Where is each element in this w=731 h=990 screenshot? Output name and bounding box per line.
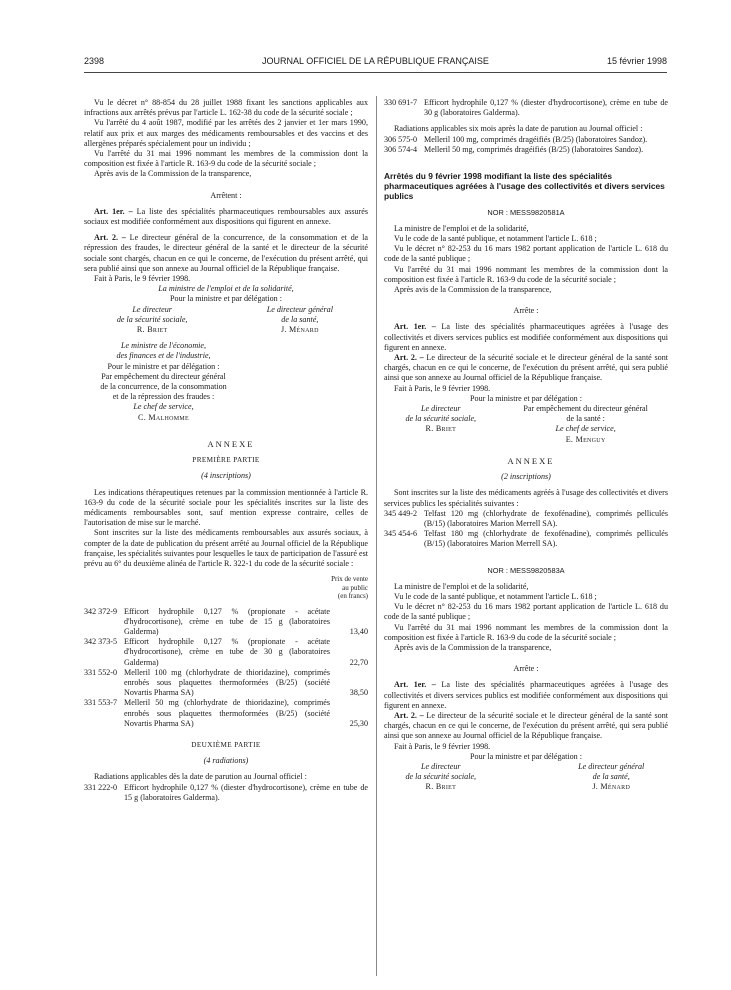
- article-text: Le directeur de la sécurité sociale et le directeur général de la santé sont chargés, chacun en ce qui le concerne, de l'exécution du présent arrêté, qui sera publié ainsi que son annexe au Journal officiel de la République française.: [384, 353, 668, 383]
- inscriptions-count: (4 inscriptions): [201, 471, 251, 481]
- signatory-title: de la santé,: [281, 314, 319, 324]
- article-1: [84, 207, 368, 227]
- indications-paragraph: Les indications thérapeutiques retenues par la commission mentionnée à l'article R. 163-9 du code de la sécurité sociale pour les spécialités inscrites sur la liste des médicaments remboursables sont, sauf mention expresse contraire, celles de l'autorisation de mise sur le marché.: [84, 487, 368, 528]
- cip-code: 331 222-0: [84, 782, 118, 792]
- medication-text: Efficort hydrophile 0,127 % (propionate - acétate d'hydrocortisone), crème en tube de 15 g (laboratoires Galderma): [124, 606, 330, 637]
- visa-paragraph: Après avis de la Commission de la transparence,: [394, 285, 552, 295]
- radiation-entry: [84, 783, 368, 803]
- par-delegation: Pour le ministre et par délégation :: [107, 361, 220, 371]
- signatory-title: Le directeur général: [578, 761, 645, 771]
- article-label: Art. 1er. –: [394, 680, 436, 690]
- nor-reference: NOR : MESS9820581A: [487, 207, 565, 217]
- cip-code: 331 552-0: [84, 667, 118, 677]
- inscription-paragraph: Sont inscrites sur la liste des médicaments remboursables aux assurés sociaux, à compter de la date de publication du présent arrêté au Journal officiel de la République française, les spécialités suivantes pour lesquelles le taux de participation de l'assuré est prévu au 6° du deuxième alinéa de l'article R. 322-1 du code de la sécurité sociale :: [84, 528, 368, 568]
- signature-block: [384, 404, 668, 445]
- signatory-title: de la sécurité sociale,: [116, 314, 188, 324]
- signature-block-eco: [84, 341, 243, 423]
- ministre-title: La ministre de l'emploi et de la solidarité,: [158, 284, 294, 294]
- article-2: [384, 711, 668, 742]
- signatory-title: Le directeur: [421, 404, 461, 414]
- visa-paragraph: Vu le décret n° 82-253 du 16 mars 1982 portant application de l'article L. 618 du code de la santé publique ;: [384, 244, 668, 264]
- radiation-text: Melleril 100 mg, comprimés dragéifiés (B/25) (laboratoires Sandoz).: [424, 134, 648, 144]
- medication-entry: [84, 668, 368, 699]
- visa-paragraph: Vu le décret n° 88-854 du 28 juillet 1988 fixant les sanctions applicables aux infractions aux arrêtés prévus par l'article L. 162-38 du code de la sécurité sociale ;: [84, 98, 368, 118]
- medication-entry: [84, 698, 368, 729]
- page-number: 2398: [84, 56, 105, 66]
- signatory-name: R. Briet: [136, 325, 168, 335]
- signatory-title: Le chef de service,: [555, 424, 616, 434]
- signatory-name: J. Ménard: [592, 782, 631, 792]
- fait-a-paris: Fait à Paris, le 9 février 1998.: [394, 741, 491, 751]
- medication-text: Melleril 50 mg (chlorhydrate de thioridazine), comprimés enrobés sous plaquettes thermoformées (B/25) (société Novartis Pharma SA): [124, 698, 330, 728]
- visa-paragraph: Vu le décret n° 82-253 du 16 mars 1982 portant application de l'article L. 618 du code de la santé publique ;: [384, 602, 668, 622]
- column-divider: [376, 96, 377, 976]
- article-text: La liste des spécialités pharmaceutiques remboursables aux assurés sociaux est modifiée conformément aux dispositions qui figurent en annexe.: [84, 206, 368, 227]
- fait-a-paris: Fait à Paris, le 9 février 1998.: [394, 383, 491, 393]
- signature-block: [384, 762, 668, 793]
- page-header: [84, 56, 667, 70]
- arrete-heading: Arrête :: [513, 306, 539, 316]
- signatory-name: R. Briet: [425, 424, 457, 434]
- header-rule: [84, 72, 667, 73]
- cip-code: 342 373-5: [84, 637, 118, 647]
- signatory-title: Le directeur: [132, 304, 172, 314]
- visa-paragraph: Vu le code de la santé publique, et notamment l'article L. 618 ;: [394, 591, 597, 601]
- radiation-text: Efficort hydrophile 0,127 % (diester d'hydrocortisone), crème en tube de 30 g (laboratoires Galderma).: [424, 98, 668, 118]
- signatory-title: des finances et de l'industrie,: [116, 351, 211, 361]
- signatory-title: Le directeur: [421, 761, 461, 771]
- visa-paragraph: Après avis de la Commission de la transparence,: [94, 169, 252, 179]
- journal-title: JOURNAL OFFICIEL DE LA RÉPUBLIQUE FRANÇAISE: [262, 56, 489, 66]
- price-header-line: Prix de vente: [331, 575, 368, 584]
- article-label: Art. 2. –: [394, 710, 424, 720]
- medication-text: Telfast 120 mg (chlorhydrate de fexofénadine), comprimés pelliculés (B/15) (laboratoires Marion Merrell SA).: [424, 508, 668, 528]
- article-label: Art. 1er. –: [94, 206, 133, 216]
- annexe-heading: ANNEXE: [207, 438, 255, 449]
- visa-paragraph: Vu l'arrêté du 31 mai 1996 nommant les membres de la commission dont la composition est fixée à l'article R. 163-9 du code de la sécurité sociale ;: [84, 149, 368, 169]
- cip-code: 331 553-7: [84, 698, 118, 708]
- signatory-name: C. Malhomme: [138, 412, 189, 422]
- cip-code: 345 454-6: [384, 529, 418, 539]
- signatory-name: J. Ménard: [280, 325, 319, 335]
- visa-paragraph: Après avis de la Commission de la transparence,: [394, 642, 552, 652]
- visa-paragraph: La ministre de l'emploi et de la solidarité,: [394, 223, 529, 233]
- article-text: Le directeur général de la concurrence, de la consommation et de la répression des fraudes, le directeur général de la santé et le directeur de la sécurité sociale sont chargés, chacun en ce qui le concerne, de l'exécution du présent arrêté, qui sera publié ainsi que son annexe au Journal officiel de la République française.: [84, 233, 368, 273]
- signatory-name: E. Menguy: [565, 434, 606, 444]
- medication-price: 38,50: [349, 688, 368, 698]
- signatory-name: R. Briet: [425, 782, 457, 792]
- medication-entry: [384, 509, 668, 529]
- fait-a-paris: Fait à Paris, le 9 février 1998.: [94, 274, 191, 284]
- article-label: Art. 1er. –: [394, 322, 436, 332]
- radiation-entry: [384, 135, 668, 145]
- issue-date: 15 février 1998: [606, 56, 667, 66]
- medication-text: Telfast 180 mg (chlorhydrate de fexofénadine), comprimés pelliculés (B/15) (laboratoires Marion Merrell SA).: [424, 529, 668, 549]
- medication-entry: [384, 529, 668, 549]
- medication-text: Efficort hydrophile 0,127 % (propionate - acétate d'hydrocortisone), crème en tube de 30 g (laboratoires Galderma): [124, 637, 330, 667]
- partie-heading: DEUXIÈME PARTIE: [191, 741, 261, 750]
- article-text: La liste des spécialités pharmaceutiques agréées à l'usage des collectivités et divers services publics est modifiée conformément aux dispositions qui figurent en annexe.: [384, 322, 669, 352]
- par-delegation: Pour la ministre et par délégation :: [170, 294, 282, 304]
- signatory-title: de la sécurité sociale,: [405, 772, 477, 782]
- arrete-heading: Arrête :: [513, 664, 539, 674]
- radiation-entry: [384, 145, 668, 155]
- visa-paragraph: La ministre de l'emploi et de la solidarité,: [394, 581, 529, 591]
- radiation-text: Melleril 50 mg, comprimés dragéifiés (B/25) (laboratoires Sandoz).: [424, 144, 644, 154]
- article-text: Le directeur de la sécurité sociale et le directeur général de la santé sont chargés, chacun en ce qui le concerne, de l'exécution du présent arrêté, qui sera publié ainsi que son annexe au Journal officiel de la République française.: [384, 710, 668, 741]
- signature-block: [84, 305, 368, 336]
- right-column: [384, 98, 668, 793]
- visa-paragraph: Vu l'arrêté du 31 mai 1996 nommant les membres de la commission dont la composition est fixée à l'article R. 163-9 du code de la sécurité sociale ;: [384, 264, 668, 284]
- cip-code: 345 449-2: [384, 508, 418, 518]
- medication-text: Melleril 100 mg (chlorhydrate de thioridazine), comprimés enrobés sous plaquettes thermoformées (B/25) (société Novartis Pharma SA): [124, 667, 330, 698]
- inscription-paragraph: Sont inscrites sur la liste des médicaments agréés à l'usage des collectivités et divers services publics les spécialités suivantes :: [384, 488, 668, 508]
- signatory-title: Le chef de service,: [133, 402, 194, 412]
- radiations-count: (4 radiations): [203, 756, 249, 766]
- cip-code: 306 574-4: [384, 144, 418, 154]
- medication-price: 13,40: [349, 627, 368, 637]
- article-1: [384, 680, 668, 711]
- price-column-header: [84, 575, 368, 601]
- section-title: Arrêtés du 9 février 1998 modifiant la liste des spécialités pharmaceutiques agréées à l'usage des collectivités et divers services publics: [384, 171, 665, 202]
- signatory-title: Le directeur général: [266, 304, 333, 314]
- partie-heading: PREMIÈRE PARTIE: [192, 456, 260, 465]
- empechement-line: Par empêchement du directeur général: [101, 371, 226, 381]
- medication-price: 25,30: [349, 718, 368, 728]
- article-2: [84, 233, 368, 274]
- left-column: [84, 98, 368, 803]
- par-delegation: Pour la ministre et par délégation :: [470, 751, 582, 761]
- inscriptions-count: (2 inscriptions): [501, 472, 551, 482]
- radiation-text: Efficort hydrophile 0,127 % (diester d'hydrocortisone), crème en tube de 15 g (laboratoires Galderma).: [124, 782, 368, 802]
- signatory-title: de la sécurité sociale,: [405, 414, 477, 424]
- medication-price: 22,70: [349, 657, 368, 667]
- empechement-line: et de la répression des fraudes :: [112, 392, 215, 402]
- annexe-heading: ANNEXE: [507, 455, 555, 466]
- signatory-title: de la santé,: [592, 772, 630, 782]
- radiation-entry: [384, 98, 668, 118]
- medication-entry: [84, 607, 368, 638]
- signatory-title: Le ministre de l'économie,: [120, 341, 207, 351]
- article-1: [384, 322, 668, 353]
- article-label: Art. 2. –: [94, 233, 126, 243]
- empechement-line: de la santé :: [566, 414, 605, 424]
- article-label: Art. 2. –: [394, 353, 424, 363]
- article-text: La liste des spécialités pharmaceutiques agréées à l'usage des collectivités et divers services publics est modifiée conformément aux dispositions qui figurent en annexe.: [384, 680, 669, 710]
- par-delegation: Pour la ministre et par délégation :: [470, 393, 582, 403]
- empechement-line: de la concurrence, de la consommation: [100, 382, 227, 392]
- medication-entry: [84, 637, 368, 668]
- price-header-line: au public: [342, 583, 368, 592]
- article-2: [384, 353, 668, 384]
- cip-code: 342 372-9: [84, 606, 118, 616]
- price-header-line: (en francs): [337, 592, 368, 601]
- cip-code: 306 575-0: [384, 134, 418, 144]
- empechement-line: Par empêchement du directeur général: [523, 404, 648, 414]
- nor-reference: NOR : MESS9820583A: [487, 565, 565, 575]
- radiations-intro: Radiations applicables six mois après la date de parution au Journal officiel :: [394, 124, 643, 134]
- visa-paragraph: Vu l'arrêté du 4 août 1987, modifié par les arrêtés des 2 janvier et 1er mars 1990, relatif aux prix et aux marges des médicaments remboursables et des vaccins et des allergènes préparés spécialement pour un individu ;: [84, 118, 368, 148]
- cip-code: 330 691-7: [384, 98, 418, 107]
- radiations-intro: Radiations applicables dès la date de parution au Journal officiel :: [94, 772, 307, 782]
- visa-paragraph: Vu le code de la santé publique, et notamment l'article L. 618 ;: [394, 234, 597, 244]
- visa-paragraph: Vu l'arrêté du 31 mai 1996 nommant les membres de la commission dont la composition est fixée à l'article R. 163-9 du code de la sécurité sociale ;: [384, 622, 668, 642]
- arretent-heading: Arrêtent :: [210, 190, 242, 200]
